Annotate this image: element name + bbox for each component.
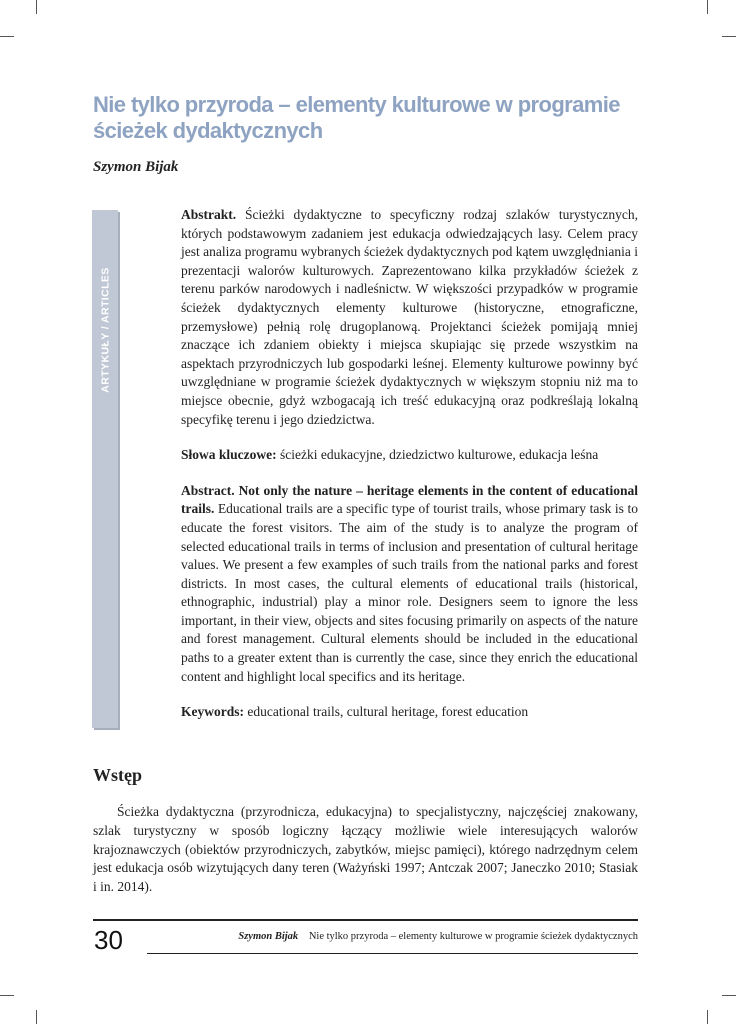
article-title-line-2: ścieżek dydaktycznych [93, 118, 323, 143]
crop-mark-bottom-left-h [0, 995, 14, 996]
abstract-pl-text: Ścieżki dydaktyczne to specyficzny rodzaj szlaków turystycznych, których podstawowym zadaniem jest edukacja odwiedzających lasy. Celem pracy jest analiza programu wybranych ścieżek dydaktycznych pod kątem uwzględniania i prezentacji walorów kulturowych. Zaprezentowano kilka przykładów ścieżek z terenu parków narodowych i nadleśnictw. W większości przypadków w programie ścieżek dydaktycznych elementy kulturowe (historyczne, etnograficzne, przemysłowe) pełnią rolę drugoplanową. Projektanci ścieżek pomijają mniej znaczące ich zdaniem obiekty i miejsca skupiając się przede wszystkim na aspektach przyrodniczych lub gospodarki leśnej. Elementy kulturowe powinny być uwzględniane w programie ścieżek dydaktycznych w większym stopniu niż ma to miejsce obecnie, gdyż wzbogacają ich treść edukacyjną oraz podkreślają lokalną specyfikę terenu i jego dziedzictwa. [181, 207, 638, 427]
crop-mark-top-left-h [0, 36, 14, 37]
article-author: Szymon Bijak [93, 159, 179, 175]
page-number: 30 [94, 925, 123, 955]
section-sidebar-label [93, 268, 119, 392]
abstract-en-label: Abstract. Not only the nature – heritage elements in the content of educational trails. [181, 482, 638, 517]
abstract-block [181, 206, 638, 722]
abstract-en-text: Educational trails are a specific type of tourist trails, whose primary task is to educate the forest visitors. The aim of the study is to analyze the program of selected educational trails in terms of inclusion and presentation of cultural heritage values. We present a few examples of such trails from the national parks and forest districts. In most cases, the cultural elements of educational trails (historical, ethnographic, industrial) play a minor role. Designers seem to ignore the less important, in their view, objects and sites focusing primarily on aspects of the nature and forest management. Cultural elements should be included in the educational paths to a greater extent than is currently the case, since they enrich the educational content and highlight local specifics and its heritage. [181, 501, 638, 684]
running-author: Szymon Bijak [238, 931, 299, 942]
crop-mark-top-right-h [722, 36, 736, 37]
crop-mark-bottom-right [707, 1010, 708, 1024]
running-title: Nie tylko przyroda – elementy kulturowe w programie ścieżek dydaktycznych [308, 931, 638, 942]
section-heading: Wstęp [93, 765, 142, 785]
footer-rule-bottom [147, 953, 638, 954]
keywords-en-label: Keywords: [181, 704, 244, 720]
section-paragraph: Ścieżka dydaktyczna (przyrodnicza, edukacyjna) to specjalistyczny, najczęściej znakowany, szlak turystyczny w sposób logiczny łączący możliwie wiele interesujących walorów krajoznawczych (obiektów przyrodniczych, zabytków, miejsc pamięci), którego nadrzędnym celem jest edukacja osób wizytujących dany teren (Ważyński 1997; Antczak 2007; Janeczko 2010; Stasiak i in. 2014). [93, 804, 638, 895]
keywords-pl-text: ścieżki edukacyjne, dziedzictwo kulturowe, edukacja leśna [280, 447, 599, 463]
abstract-pl-label: Abstrakt. [181, 207, 237, 222]
footer-rule-top [93, 919, 638, 921]
abstract-en [181, 482, 638, 687]
crop-mark-bottom-right-h [722, 995, 736, 996]
running-footer [238, 931, 638, 942]
keywords-pl-label: Słowa kluczowe: [181, 447, 277, 463]
section-sidebar-text: ARTYKUŁY / ARTICLES [100, 267, 113, 393]
crop-mark-bottom-left [36, 1010, 37, 1024]
article-title-line-1: Nie tylko przyroda – elementy kulturowe w programie [93, 92, 620, 117]
keywords-en [181, 703, 638, 722]
crop-mark-top-right [707, 0, 708, 14]
keywords-en-text: educational trails, cultural heritage, forest education [247, 704, 529, 720]
abstract-pl [181, 206, 638, 429]
keywords-pl [181, 446, 638, 465]
article-title [93, 92, 653, 144]
crop-mark-top-left [36, 0, 37, 14]
